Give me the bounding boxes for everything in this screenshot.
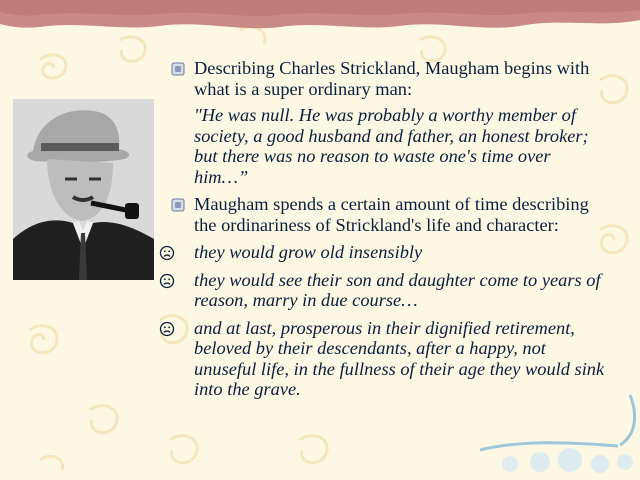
sad-item-text: and at last, prosperous in their dignified retirement, beloved by their descendants, after a happy, not unuseful life, in the fullness of their age they would sink into the grave. xyxy=(194,317,605,399)
author-portrait-photo xyxy=(13,99,154,280)
sad-list-item xyxy=(158,318,608,400)
slide-text-content xyxy=(168,58,608,400)
sad-face-icon xyxy=(159,273,175,289)
sad-list-item xyxy=(158,242,608,263)
sad-face-icon xyxy=(159,245,175,261)
quote-text: "He was null. He was probably a worthy member of society, a good husband and father, an honest broker; but there was no reason to waste one's time over him…” xyxy=(194,105,589,187)
bullet-text-ordinariness: Maugham spends a certain amount of time describing the ordinariness of Strickland's life and character: xyxy=(194,194,589,235)
sad-item-text: they would see their son and daughter come to years of reason, marry in due course… xyxy=(194,269,601,310)
decorative-top-band xyxy=(0,0,640,34)
sad-list-item xyxy=(158,270,608,311)
sad-face-icon xyxy=(159,321,175,337)
bullet-item xyxy=(168,194,608,235)
sad-item-text: they would grow old insensibly xyxy=(194,242,423,262)
bullet-text-intro: Describing Charles Strickland, Maugham begins with what is a super ordinary man: xyxy=(194,58,590,99)
square-bullet-icon xyxy=(170,61,186,77)
decorative-corner-swoosh xyxy=(380,390,640,480)
bullet-item xyxy=(168,58,608,99)
square-bullet-icon xyxy=(170,197,186,213)
